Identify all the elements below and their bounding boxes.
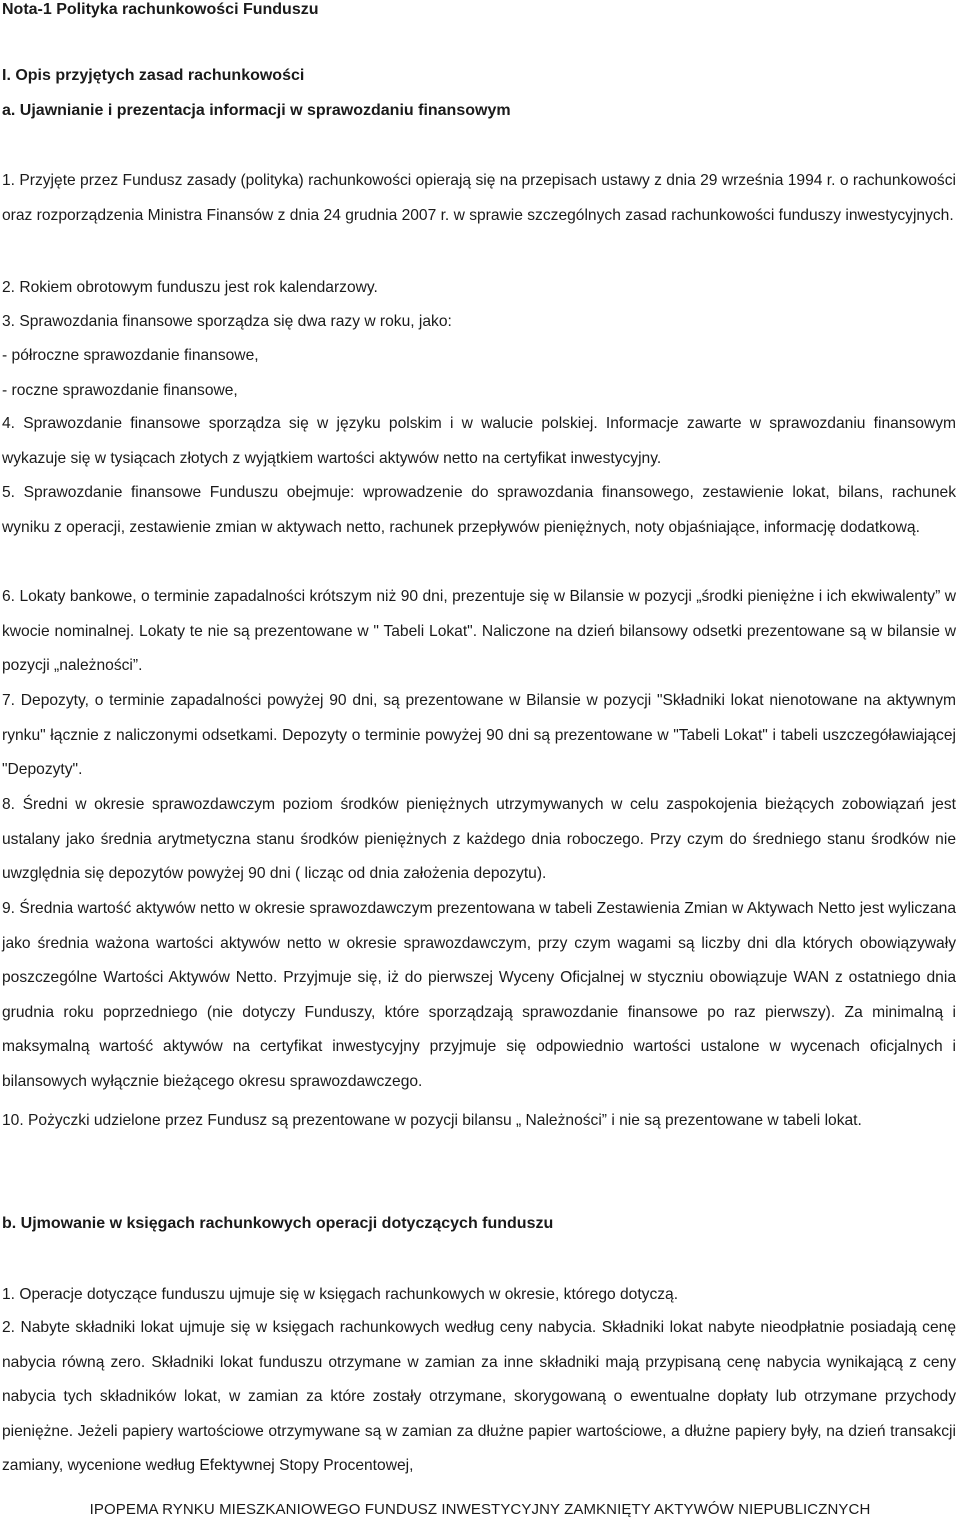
paragraph-10: 10. Pożyczki udzielone przez Fundusz są prezentowane w pozycji bilansu „ Należności” i nie są prezentowane w tabeli lokat. xyxy=(2,1112,862,1129)
paragraph-5: 5. Sprawozdanie finansowe Funduszu obejmuje: wprowadzenie do sprawozdania finansowego, zestawienie lokat, bilans, rachunek wyniku z operacji, zestawienie zmian w aktywach netto, rachunek przepływów pieniężnych, noty objaśniające, informację dodatkową. xyxy=(2,484,956,536)
list-item-roczne: - roczne sprawozdanie finansowe, xyxy=(2,382,238,399)
paragraph-b1: 1. Operacje dotyczące funduszu ujmuje się w księgach rachunkowych w okresie, którego dotyczą. xyxy=(2,1286,679,1303)
section-heading-i: I. Opis przyjętych zasad rachunkowości xyxy=(2,67,305,84)
paragraph-6: 6. Lokaty bankowe, o terminie zapadalności krótszym niż 90 dni, prezentuje się w Bilansie w pozycji „środki pieniężne i ich ekwiwalenty” w kwocie nominalnej. Lokaty te nie są prezentowane w " Tabeli Lokat". Naliczone na dzień bilansowy odsetki prezentowane są w bilansie w pozycji „należności”. xyxy=(2,588,956,675)
document-title: Nota-1 Polityka rachunkowości Funduszu xyxy=(2,1,319,18)
list-item-polroczne: - półroczne sprawozdanie finansowe, xyxy=(2,347,259,364)
page-footer: IPOPEMA RYNKU MIESZKANIOWEGO FUNDUSZ INWESTYCYJNY ZAMKNIĘTY AKTYWÓW NIEPUBLICZNYCH xyxy=(89,1501,871,1518)
paragraph-2: 2. Rokiem obrotowym funduszu jest rok kalendarzowy. xyxy=(2,279,378,296)
paragraph-1: 1. Przyjęte przez Fundusz zasady (polityka) rachunkowości opierają się na przepisach ustawy z dnia 29 września 1994 r. o rachunkowości oraz rozporządzenia Ministra Finansów z dnia 24 grudnia 2007 r. w sprawie szczególnych zasad rachunkowości funduszy inwestycyjnych. xyxy=(2,172,956,224)
section-heading-b: b. Ujmowanie w księgach rachunkowych operacji dotyczących funduszu xyxy=(2,1215,554,1232)
paragraph-8: 8. Średni w okresie sprawozdawczym poziom środków pieniężnych utrzymywanych w celu zaspokojenia bieżących zobowiązań jest ustalany jako średnia arytmetyczna stanu środków pieniężnych z każdego dnia roboczego. Przy czym do średniego stanu środków nie uwzględnia się depozytów powyżej 90 dni ( licząc od dnia założenia depozytu). xyxy=(2,796,956,883)
paragraph-3: 3. Sprawozdania finansowe sporządza się dwa razy w roku, jako: xyxy=(2,313,452,330)
paragraph-4: 4. Sprawozdanie finansowe sporządza się w języku polskim i w walucie polskiej. Informacje zawarte w sprawozdaniu finansowym wykazuje się w tysiącach złotych z wyjątkiem wartości aktywów netto na certyfikat inwestycyjny. xyxy=(2,415,956,467)
paragraph-b2: 2. Nabyte składniki lokat ujmuje się w księgach rachunkowych według ceny nabycia. Składniki lokat nabyte nieodpłatnie posiadają cenę nabycia równą zero. Składniki lokat funduszu otrzymane w zamian za inne składniki mają przypisaną cenę nabycia wynikającą z ceny nabycia tych składników lokat, w zamian za które zostały otrzymane, skorygowaną o ewentualne dopłaty lub otrzymane przychody pieniężne. Jeżeli papiery wartościowe otrzymywane są w zamian za dłużne papier wartościowe, a dłużne papiery były, na dzień transakcji zamiany, wycenione według Efektywnej Stopy Procentowej, xyxy=(2,1319,956,1475)
section-heading-a: a. Ujawnianie i prezentacja informacji w sprawozdaniu finansowym xyxy=(2,102,511,119)
paragraph-7: 7. Depozyty, o terminie zapadalności powyżej 90 dni, są prezentowane w Bilansie w pozycji "Składniki lokat nienotowane na aktywnym rynku" łącznie z naliczonymi odsetkami. Depozyty o terminie powyżej 90 dni są prezentowane w "Tabeli Lokat" i tabeli uszczegóławiającej "Depozyty". xyxy=(2,692,956,779)
paragraph-9: 9. Średnia wartość aktywów netto w okresie sprawozdawczym prezentowana w tabeli Zestawienia Zmian w Aktywach Netto jest wyliczana jako średnia ważona wartości aktywów netto w okresie sprawozdawczym, przy czym wagami są liczby dni dla których obowiązywały poszczególne Wartości Aktywów Netto. Przyjmuje się, iż do pierwszej Wyceny Oficjalnej w styczniu obowiązuje WAN z ostatniego dnia grudnia roku poprzedniego (nie dotyczy Funduszy, które sporządzają sprawozdanie finansowe po raz pierwszy). Za minimalną i maksymalną wartość aktywów na certyfikat inwestycyjny przyjmuje się odpowiednio wartości ustalone w wycenach oficjalnych i bilansowych wyłącznie bieżącego okresu sprawozdawczego. xyxy=(2,900,956,1090)
